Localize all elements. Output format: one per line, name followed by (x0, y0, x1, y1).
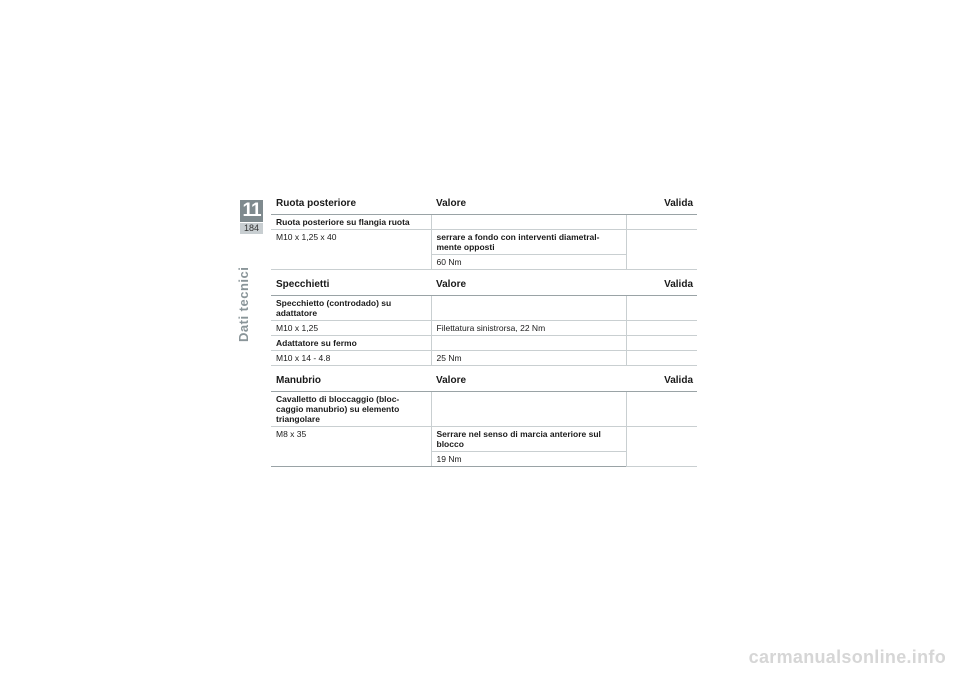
row-valid (626, 427, 697, 467)
row-value: Serrare nel senso di marcia anteriore sul blocco (431, 427, 626, 452)
section-table (271, 215, 697, 270)
section-handlebar (271, 370, 697, 467)
section-table (271, 392, 697, 467)
section-header (271, 370, 697, 392)
row-valid (626, 296, 697, 321)
row-component: M10 x 1,25 x 40 (276, 232, 337, 242)
chapter-marker (240, 200, 263, 234)
header-value: Valore (436, 375, 467, 386)
row-valid (626, 215, 697, 230)
table-row (271, 296, 697, 321)
row-valid (626, 392, 697, 427)
row-component: Cavalletto di bloccaggio (bloc-caggio manubrio) su elemento triangolare (271, 392, 431, 427)
row-value (431, 336, 626, 351)
table-row (271, 351, 697, 366)
watermark: carmanualsonline.info (748, 647, 946, 667)
header-valid: Valida (664, 198, 693, 209)
row-component (271, 452, 431, 467)
header-component: Specchietti (276, 279, 330, 290)
section-rear-wheel (271, 193, 697, 270)
row-component: Adattatore su fermo (271, 336, 431, 351)
torque-tables (271, 193, 697, 471)
row-component: M10 x 14 - 4.8 (271, 351, 431, 366)
row-component: Ruota posteriore su flangia ruota (271, 215, 431, 230)
section-table (271, 296, 697, 366)
row-value: 25 Nm (431, 351, 626, 366)
chapter-number: 11 (240, 200, 263, 222)
table-row (271, 321, 697, 336)
table-row (271, 336, 697, 351)
row-value: 19 Nm (431, 452, 626, 467)
header-component: Manubrio (276, 375, 321, 386)
header-valid: Valida (664, 375, 693, 386)
row-valid (626, 336, 697, 351)
row-component: M8 x 35 (276, 429, 307, 439)
row-value: 60 Nm (431, 255, 626, 270)
table-row (271, 215, 697, 230)
section-mirrors (271, 274, 697, 366)
row-component: Specchietto (controdado) su adattatore (271, 296, 431, 321)
row-valid (626, 351, 697, 366)
side-label-text: Dati tecnici (236, 266, 251, 342)
row-value (431, 392, 626, 427)
table-row (271, 427, 697, 452)
row-component: M10 x 1,25 (271, 321, 431, 336)
header-valid: Valida (664, 279, 693, 290)
header-value: Valore (436, 198, 467, 209)
row-value (431, 296, 626, 321)
section-header (271, 274, 697, 296)
row-value (431, 215, 626, 230)
side-label (236, 266, 256, 342)
table-row (271, 230, 697, 255)
section-header (271, 193, 697, 215)
row-value: serrare a fondo con interventi diametral-mente opposti (431, 230, 626, 255)
row-component (271, 255, 431, 270)
row-valid (626, 230, 697, 270)
row-value: Filettatura sinistrorsa, 22 Nm (431, 321, 626, 336)
row-valid (626, 321, 697, 336)
header-value: Valore (436, 279, 467, 290)
page-number: 184 (240, 223, 263, 234)
header-component: Ruota posteriore (276, 198, 357, 209)
table-row (271, 392, 697, 427)
